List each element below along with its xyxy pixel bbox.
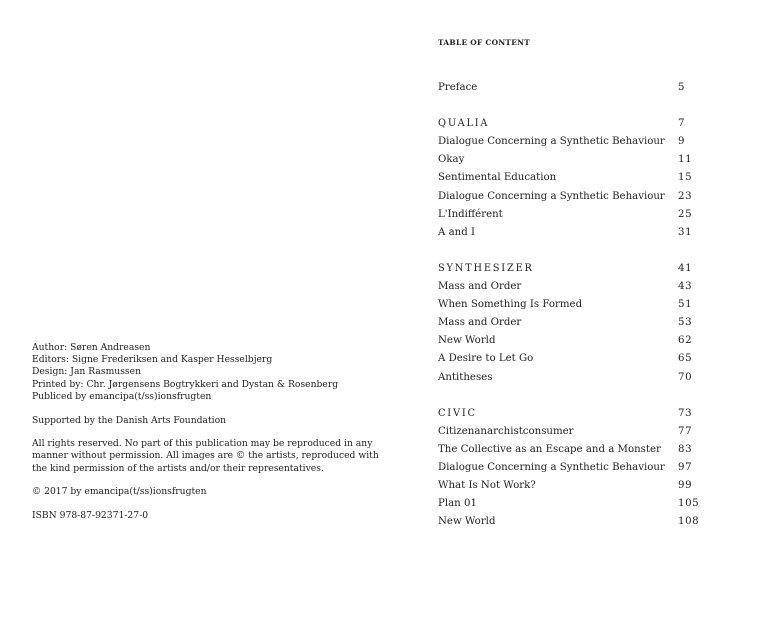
toc-entry-label: Preface xyxy=(438,82,478,93)
toc-entry xyxy=(438,477,708,495)
toc-entry-page: 62 xyxy=(678,335,693,347)
toc-entry-label: What Is Not Work? xyxy=(438,480,536,492)
toc-entry-label: Mass and Order xyxy=(438,281,522,293)
toc-section-page: 41 xyxy=(678,262,693,274)
toc-entry-label: Antitheses xyxy=(438,371,493,383)
toc-entry-page: 5 xyxy=(678,82,686,93)
toc-section-label: CIVIC xyxy=(438,407,477,419)
toc-entry-page: 9 xyxy=(678,136,686,148)
toc-entry-label: New World xyxy=(438,516,496,528)
toc-entry-label: Dialogue Concerning a Synthetic Behaviour xyxy=(438,190,665,202)
toc-section-civic xyxy=(438,405,708,423)
toc-section-page: 7 xyxy=(678,118,686,130)
toc-entry-page: 97 xyxy=(678,461,693,473)
toc-entry xyxy=(438,206,708,224)
toc-entry-page: 77 xyxy=(678,425,693,437)
toc-entry-label: A Desire to Let Go xyxy=(438,353,534,365)
toc-entry-page: 43 xyxy=(678,281,693,293)
toc-entry xyxy=(438,459,708,477)
toc-entry-page: 15 xyxy=(678,172,693,184)
toc-entry-page: 83 xyxy=(678,443,693,455)
toc-entry-page: 25 xyxy=(678,208,693,220)
toc-entry xyxy=(438,188,708,206)
toc-entry-label: Okay xyxy=(438,154,465,166)
toc-entry-label: Dialogue Concerning a Synthetic Behaviour xyxy=(438,461,665,473)
toc-entry-label: New World xyxy=(438,335,496,347)
support-credit: Supported by the Danish Arts Foundation xyxy=(32,414,227,426)
toc-entry-page: 31 xyxy=(678,226,693,238)
toc-entry xyxy=(438,350,708,368)
toc-section-label: SYNTHESIZER xyxy=(438,262,534,274)
colophon xyxy=(32,342,379,522)
toc-entry xyxy=(438,169,708,187)
toc-entry-label: Citizenanarchistconsumer xyxy=(438,425,574,437)
rights-line-1: All rights reserved. No part of this publication may be reproduced in any xyxy=(32,438,373,450)
toc-entry-page: 51 xyxy=(678,299,693,311)
toc-entry-label: A and I xyxy=(438,226,476,238)
toc-section-qualia xyxy=(438,115,708,133)
toc-entry xyxy=(438,133,708,151)
toc-entry-page: 70 xyxy=(678,371,693,383)
toc-entry-label: The Collective as an Escape and a Monster xyxy=(438,443,661,455)
toc-section-synthesizer xyxy=(438,260,708,278)
toc-entry-label: Plan 01 xyxy=(438,498,477,510)
toc-entry xyxy=(438,495,708,513)
toc-section-page: 73 xyxy=(678,407,693,419)
table-of-contents xyxy=(438,79,708,531)
toc-entry xyxy=(438,423,708,441)
toc-entry xyxy=(438,369,708,387)
toc-entry-page: 105 xyxy=(678,498,700,510)
toc-entry xyxy=(438,332,708,350)
toc-section-label: QUALIA xyxy=(438,118,490,130)
publisher-credit: Publiced by emancipa(t/ss)ionsfrugten xyxy=(32,390,212,402)
toc-entry-label: Sentimental Education xyxy=(438,172,557,184)
toc-entry-page: 108 xyxy=(678,516,700,528)
copyright-line: © 2017 by emancipa(t/ss)ionsfrugten xyxy=(32,486,207,498)
toc-entry-page: 23 xyxy=(678,190,693,202)
toc-entry-page: 53 xyxy=(678,317,693,329)
rights-line-2: manner without permission. All images are © the artists, reproduced with xyxy=(32,450,379,462)
editors-credit: Editors: Signe Frederiksen and Kasper Hesselbjerg xyxy=(32,354,273,366)
toc-entry-label: L'Indifférent xyxy=(438,208,503,220)
toc-entry xyxy=(438,513,708,531)
toc-entry xyxy=(438,224,708,242)
author-credit: Author: Søren Andreasen xyxy=(32,342,151,353)
toc-entry-page: 11 xyxy=(678,154,693,166)
toc-entry xyxy=(438,151,708,169)
toc-entry xyxy=(438,314,708,332)
toc-entry-preface xyxy=(438,79,708,97)
toc-entry-label: Mass and Order xyxy=(438,317,522,329)
design-credit: Design: Jan Rasmussen xyxy=(32,366,142,378)
toc-title: TABLE OF CONTENT xyxy=(438,38,531,47)
printer-credit: Printed by: Chr. Jørgensens Bogtrykkeri and Dystan & Rosenberg xyxy=(32,378,339,390)
rights-line-3: the kind permission of the artists and/or their representatives. xyxy=(32,462,324,474)
isbn-line: ISBN 978-87-92371-27-0 xyxy=(32,510,149,522)
toc-entry-label: When Something Is Formed xyxy=(438,299,583,311)
toc-entry xyxy=(438,278,708,296)
toc-entry xyxy=(438,441,708,459)
toc-entry-label: Dialogue Concerning a Synthetic Behaviour xyxy=(438,136,665,148)
toc-entry xyxy=(438,296,708,314)
toc-entry-page: 65 xyxy=(678,353,693,365)
toc-entry-page: 99 xyxy=(678,480,693,492)
